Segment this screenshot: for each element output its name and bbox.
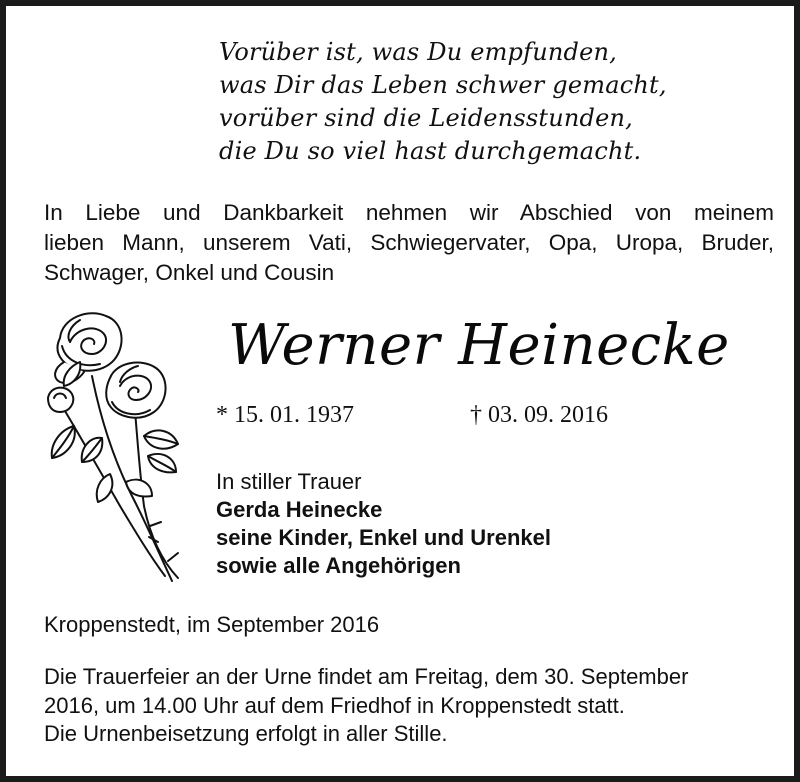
place-date: Kroppenstedt, im September 2016 (44, 612, 380, 637)
farewell-line: In Liebe und Dankbarkeit nehmen wir Abschied von meinem (44, 200, 774, 225)
funeral-line: Die Urnenbeisetzung erfolgt in aller Stille. (44, 721, 448, 746)
poem-line: was Dir das Leben schwer gemacht, (219, 71, 667, 99)
funeral-line: 2016, um 14.00 Uhr auf dem Friedhof in Kroppenstedt statt. (44, 692, 625, 718)
mourner-line: sowie alle Angehörigen (216, 553, 461, 578)
funeral-line: Die Trauerfeier an der Urne findet am Freitag, dem 30. September (44, 664, 689, 689)
poem (219, 36, 779, 168)
farewell-text (44, 198, 774, 288)
mourner-line: seine Kinder, Enkel und Urenkel (216, 525, 551, 550)
roses-illustration-icon (40, 306, 190, 591)
poem-line: vorüber sind die Leidensstunden, (219, 104, 634, 132)
funeral-info (44, 663, 688, 749)
mourners-block (216, 468, 551, 580)
deceased-name: Werner Heinecke (228, 313, 730, 378)
mourner-line: Gerda Heinecke (216, 497, 383, 522)
poem-line: Vorüber ist, was Du empfunden, (219, 38, 617, 66)
death-date: † 03. 09. 2016 (470, 402, 608, 428)
farewell-line: Schwager, Onkel und Cousin (44, 260, 335, 285)
poem-line: die Du so viel hast durchgemacht. (219, 137, 642, 165)
birth-date: * 15. 01. 1937 (216, 402, 354, 428)
farewell-line: lieben Mann, unserem Vati, Schwiegervater, Opa, Uropa, Bruder, (44, 230, 774, 255)
mourners-heading: In stiller Trauer (216, 469, 362, 494)
